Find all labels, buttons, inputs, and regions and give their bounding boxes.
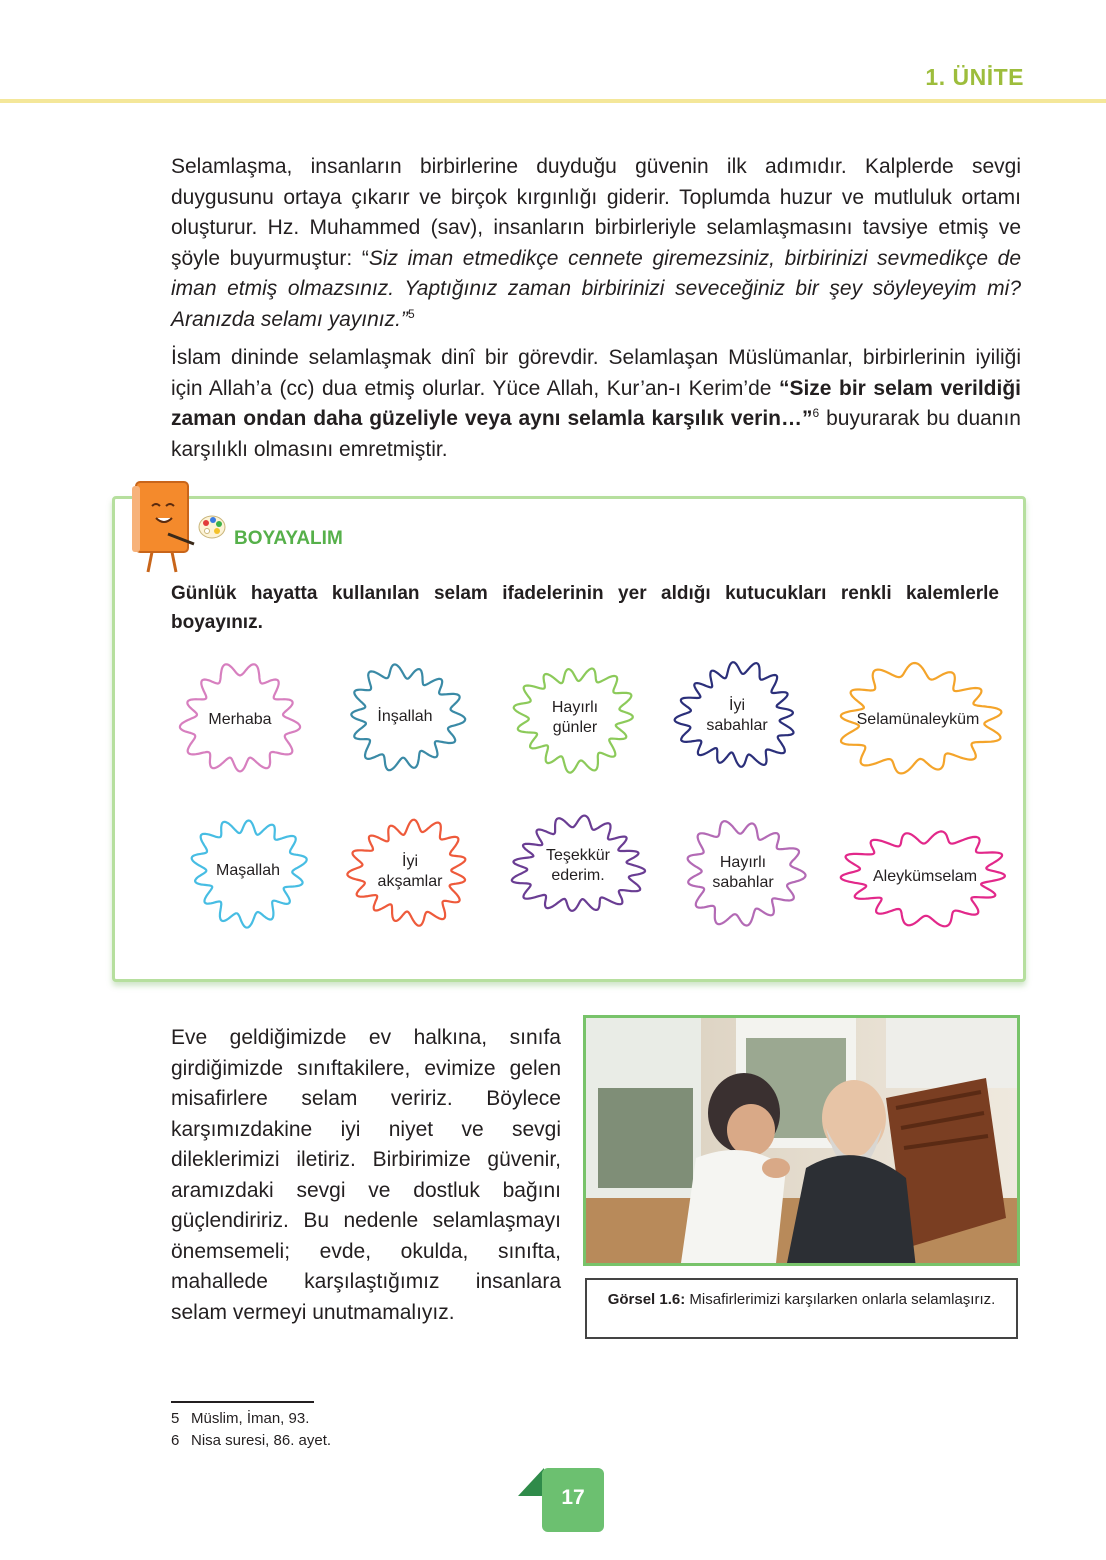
greeting-blob-label bbox=[165, 710, 315, 730]
greeting-blob-label bbox=[850, 867, 1000, 887]
greeting-line-2: ederim. bbox=[551, 867, 605, 884]
greeting-line-1: Aleykümselam bbox=[872, 868, 978, 885]
footnote-ref-5: 5 bbox=[407, 306, 415, 321]
greeting-line-1: İyi bbox=[729, 697, 745, 714]
activity-title: BOYAYALIM bbox=[234, 528, 343, 549]
paragraph-2-tail: buyurarak bu duanın karşılıklı olmasını emretmiştir. bbox=[171, 407, 1021, 461]
page-number: 17 bbox=[561, 1486, 585, 1509]
verse-quote: “Size bir selam verildiği zaman ondan daha güzeliyle veya aynı selamla karşılık verin…” bbox=[171, 376, 1021, 430]
unit-heading: 1. ÜNİTE bbox=[925, 64, 1024, 90]
footnote-5 bbox=[171, 1410, 309, 1428]
greeting-blob-label bbox=[335, 852, 485, 892]
greeting-line-1: Maşallah bbox=[215, 862, 281, 879]
greeting-line-2: sabahlar bbox=[712, 874, 774, 891]
figure-caption-text: Misafirlerimizi karşılarken onlarla selamlaşırız. bbox=[685, 1291, 996, 1308]
greeting-line-1: Hayırlı bbox=[551, 699, 599, 716]
hadith-quote: Siz iman etmedikçe cennete giremezsiniz, birbirinizi sevmedikçe de iman etmiş olmazsınız. Yaptığınız zaman birbirinizi seveceğiniz bir şey söyleyeyim mi? Aranızda selamı yayınız.” bbox=[171, 246, 1021, 331]
greeting-line-1: Merhaba bbox=[208, 711, 272, 728]
greeting-line-2: günler bbox=[552, 719, 598, 736]
activity-instruction: Günlük hayatta kullanılan selam ifadelerinin yer aldığı kutucukları renkli kalemlerle boyayınız. bbox=[171, 583, 999, 633]
greeting-blob-label bbox=[662, 696, 812, 736]
greeting-line-1: Teşekkür bbox=[545, 847, 611, 864]
paragraph-2-lead: İslam dininde selamlaşmak dinî bir görevdir. Selamlaşan Müslümanlar, birbirlerinin iyiliği için Allah’a (cc) dua etmiş olurlar. Yüce Allah, Kur’an-ı Kerim’de bbox=[171, 346, 1021, 400]
photo-greeting-elder bbox=[583, 1015, 1020, 1266]
footnote-number: 6 bbox=[171, 1432, 180, 1449]
greeting-line-1: Hayırlı bbox=[719, 854, 767, 871]
greeting-line-2: akşamlar bbox=[377, 873, 443, 890]
greeting-blob-label bbox=[500, 698, 650, 738]
footnote-text: Nisa suresi, 86. ayet. bbox=[191, 1432, 332, 1449]
figure-caption bbox=[585, 1278, 1018, 1339]
greeting-line-1: Selamünaleyküm bbox=[856, 711, 980, 728]
footnote-text: Müslim, İman, 93. bbox=[191, 1410, 310, 1427]
greeting-blob-label bbox=[668, 853, 818, 893]
greeting-line-2: sabahlar bbox=[706, 717, 768, 734]
greeting-blob-label bbox=[843, 710, 993, 730]
footnote-rule bbox=[171, 1401, 314, 1403]
greeting-blob-label bbox=[503, 846, 653, 886]
greeting-line-1: İyi bbox=[402, 853, 418, 870]
figure-label: Görsel 1.6: bbox=[607, 1291, 686, 1308]
footnote-number: 5 bbox=[171, 1410, 180, 1427]
greeting-line-1: İnşallah bbox=[377, 708, 433, 725]
greeting-blob-label bbox=[330, 707, 480, 727]
paragraph-3: Eve geldiğimizde ev halkına, sınıfa girdiğimizde sınıftakilere, evimize gelen misafirlere selam veririz. Böylece karşımızdakine iyi niyet ve sevgi dileklerimizi iletiriz. Birbirimize güvenir, aramızdaki sevgi ve dostluk bağını güçlendiririz. Bu nedenle selamlaşmayı önemsemeli; evde, okulda, sınıfta, mahallede karşılaştığımız insanlara selam vermeyi unutmamalıyız. bbox=[171, 1026, 561, 1324]
footnote-ref-6: 6 bbox=[812, 406, 820, 420]
footnote-6 bbox=[171, 1432, 331, 1450]
paragraph-1-lead: Selamlaşma, insanların birbirlerine duyduğu güvenin ilk adımıdır. Kalplerde sevgi duygusunu ortaya çıkarır ve birçok kırgınlığı giderir. Toplumda huzur ve mutluluk ortamı oluşturur. Hz. Muhammed (sav), insanların birbirleriyle selamlaşmasını tavsiye etmiş ve şöyle buyurmuştur: “ bbox=[171, 155, 1021, 270]
greeting-blob-label bbox=[173, 861, 323, 881]
